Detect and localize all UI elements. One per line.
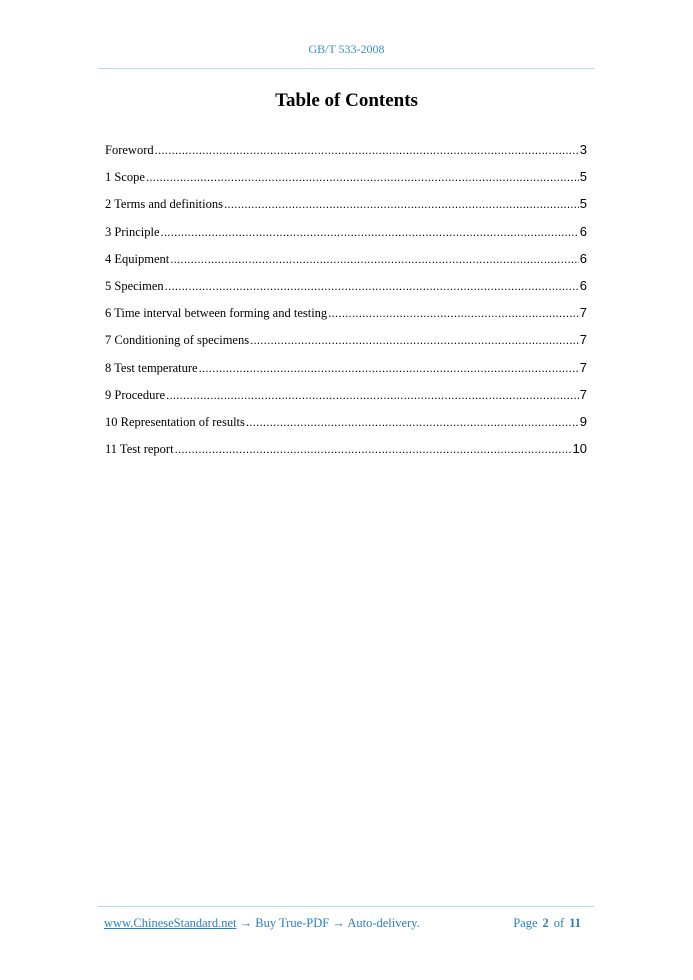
- toc-entry-label: 3 Principle: [105, 224, 160, 239]
- toc-leader-dots: [246, 417, 579, 429]
- toc-entry-page: 6: [579, 250, 587, 266]
- toc-leader-dots: [328, 308, 579, 320]
- toc-entry-label: Foreword: [105, 143, 154, 157]
- toc-leader-dots: [250, 335, 579, 347]
- toc-entry-terms[interactable]: [105, 196, 587, 223]
- toc-entry-page: 5: [579, 169, 587, 185]
- document-id: GB/T 533-2008: [308, 42, 385, 56]
- toc-entry-label: 2 Terms and definitions: [105, 197, 223, 212]
- toc-entry-test-temperature[interactable]: [105, 360, 587, 387]
- toc-entry-label: 11 Test report: [105, 442, 174, 457]
- website-link[interactable]: www.ChineseStandard.net: [104, 916, 237, 930]
- running-header: [0, 42, 693, 57]
- page-number: [513, 916, 586, 931]
- toc-entry-scope[interactable]: [105, 169, 587, 196]
- toc-entry-label: 1 Scope: [105, 170, 145, 185]
- toc-entry-test-report[interactable]: [105, 441, 587, 468]
- toc-leader-dots: [170, 254, 579, 266]
- toc-entry-page: 7: [579, 305, 587, 321]
- toc-entry-label: 4 Equipment: [105, 251, 170, 266]
- toc-entry-time-interval[interactable]: [105, 305, 587, 332]
- toc-entry-specimen[interactable]: [105, 278, 587, 305]
- toc-entry-principle[interactable]: [105, 224, 587, 251]
- toc-entry-label: 10 Representation of results: [105, 414, 245, 429]
- toc-entry-page: 9: [579, 413, 587, 429]
- toc-entry-page: 5: [579, 196, 587, 212]
- toc-entry-page: 7: [579, 332, 587, 348]
- total-pages: 11: [569, 916, 581, 930]
- toc-leader-dots: [224, 199, 579, 211]
- toc-entry-results[interactable]: [105, 414, 587, 441]
- toc-entry-page: 6: [579, 277, 587, 293]
- auto-delivery-text: Auto-delivery.: [347, 916, 420, 930]
- toc-entry-page: 6: [579, 223, 587, 239]
- toc-entry-conditioning[interactable]: [105, 332, 587, 359]
- table-of-contents: [105, 142, 587, 468]
- footer-divider: [98, 906, 594, 907]
- toc-leader-dots: [155, 145, 579, 157]
- toc-entry-label: 5 Specimen: [105, 278, 164, 293]
- header-divider: [98, 68, 594, 69]
- page-footer: [104, 916, 586, 931]
- toc-leader-dots: [175, 444, 572, 456]
- toc-leader-dots: [146, 172, 579, 184]
- toc-entry-page: 3: [579, 142, 587, 157]
- toc-leader-dots: [161, 227, 579, 239]
- of-word: of: [553, 916, 565, 930]
- buy-pdf-link[interactable]: Buy True-PDF: [255, 916, 330, 930]
- toc-entry-procedure[interactable]: [105, 387, 587, 414]
- arrow-icon: →: [236, 916, 256, 930]
- toc-entry-label: 8 Test temperature: [105, 360, 198, 375]
- page-title: Table of Contents: [275, 90, 418, 111]
- toc-entry-page: 7: [579, 359, 587, 375]
- toc-leader-dots: [166, 390, 579, 402]
- arrow-icon: →: [329, 916, 348, 930]
- toc-entry-label: 7 Conditioning of specimens: [105, 333, 250, 348]
- toc-entry-label: 9 Procedure: [105, 387, 166, 402]
- footer-promo: [104, 916, 420, 931]
- toc-entry-page: 10: [572, 441, 587, 457]
- toc-leader-dots: [165, 281, 579, 293]
- toc-entry-label: 6 Time interval between forming and testing: [105, 306, 328, 321]
- toc-entry-equipment[interactable]: [105, 251, 587, 278]
- toc-entry-page: 7: [579, 386, 587, 402]
- toc-leader-dots: [199, 363, 579, 375]
- toc-entry-foreword[interactable]: [105, 142, 587, 169]
- current-page: 2: [542, 916, 549, 930]
- page-word: Page: [513, 916, 538, 930]
